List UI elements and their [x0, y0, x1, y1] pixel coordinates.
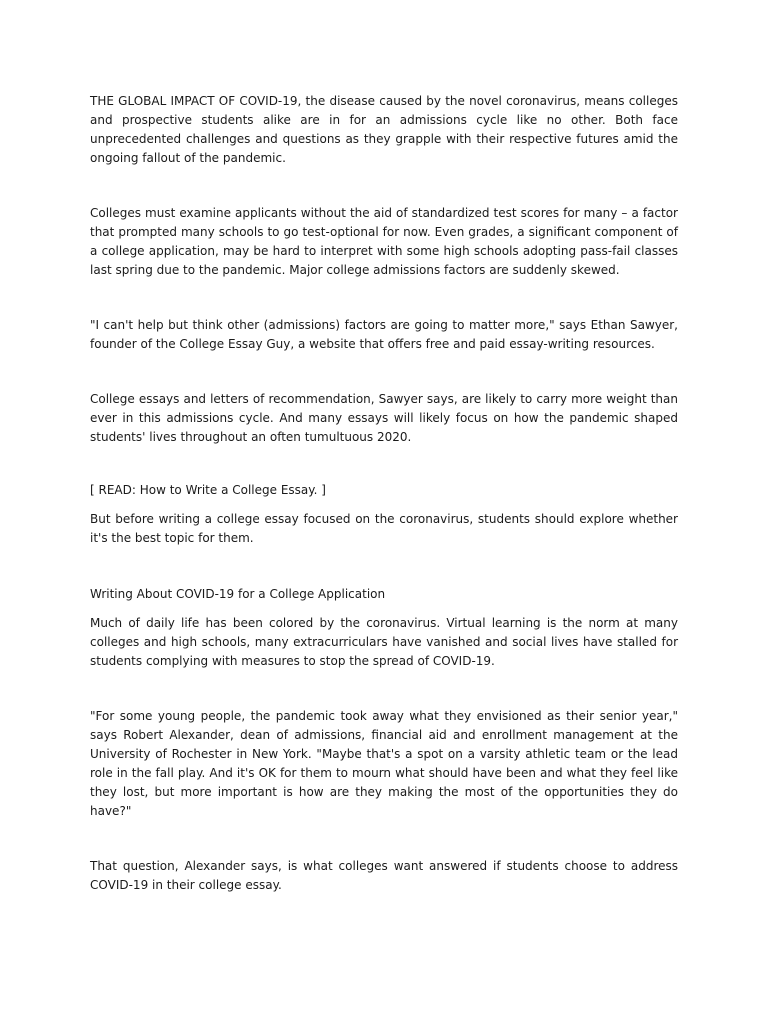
intro-paragraph: THE GLOBAL IMPACT OF COVID-19, the disease caused by the novel coronavirus, means colleges and prospective students alike are in for an admissions cycle like no other. Both face unprecedented challenges and questions as they grapple with their respective futures amid the ongoing fallout of the pandemic.	[90, 94, 678, 165]
section-heading: Writing About COVID-19 for a College Application	[90, 587, 386, 601]
daily-life-paragraph: Much of daily life has been colored by the coronavirus. Virtual learning is the norm at many colleges and high schools, many extracurriculars have vanished and social lives have stalled for students complying with measures to stop the spread of COVID-19.	[90, 616, 678, 668]
closing-paragraph: That question, Alexander says, is what colleges want answered if students choose to address COVID-19 in their college essay.	[90, 859, 678, 892]
essays-weight-paragraph: College essays and letters of recommendation, Sawyer says, are likely to carry more weight than ever in this admissions cycle. And many essays will likely focus on how the pandemic shaped students' lives throughout an often tumultuous 2020.	[90, 392, 678, 444]
read-link-text: [ READ: How to Write a College Essay. ]	[90, 483, 326, 497]
alexander-quote-paragraph: "For some young people, the pandemic took away what they envisioned as their senior year," says Robert Alexander, dean of admissions, financial aid and enrollment management at the University of Rochester in New York. "Maybe that's a spot on a varsity athletic team or the lead role in the fall play. And it's OK for them to mourn what should have been and what they feel like they lost, but more important is how are they making the most of the opportunities they do have?"	[90, 709, 678, 818]
test-scores-paragraph: Colleges must examine applicants without the aid of standardized test scores for many – a factor that prompted many schools to go test-optional for now. Even grades, a significant component of a college application, may be hard to interpret with some high schools adopting pass-fail classes last spring due to the pandemic. Major college admissions factors are suddenly skewed.	[90, 206, 678, 277]
topic-paragraph: But before writing a college essay focused on the coronavirus, students should explore whether it's the best topic for them.	[90, 512, 678, 545]
sawyer-quote-paragraph: "I can't help but think other (admissions) factors are going to matter more," says Ethan Sawyer, founder of the College Essay Guy, a website that offers free and paid essay-writing resources.	[90, 318, 678, 351]
document-page	[90, 92, 678, 895]
